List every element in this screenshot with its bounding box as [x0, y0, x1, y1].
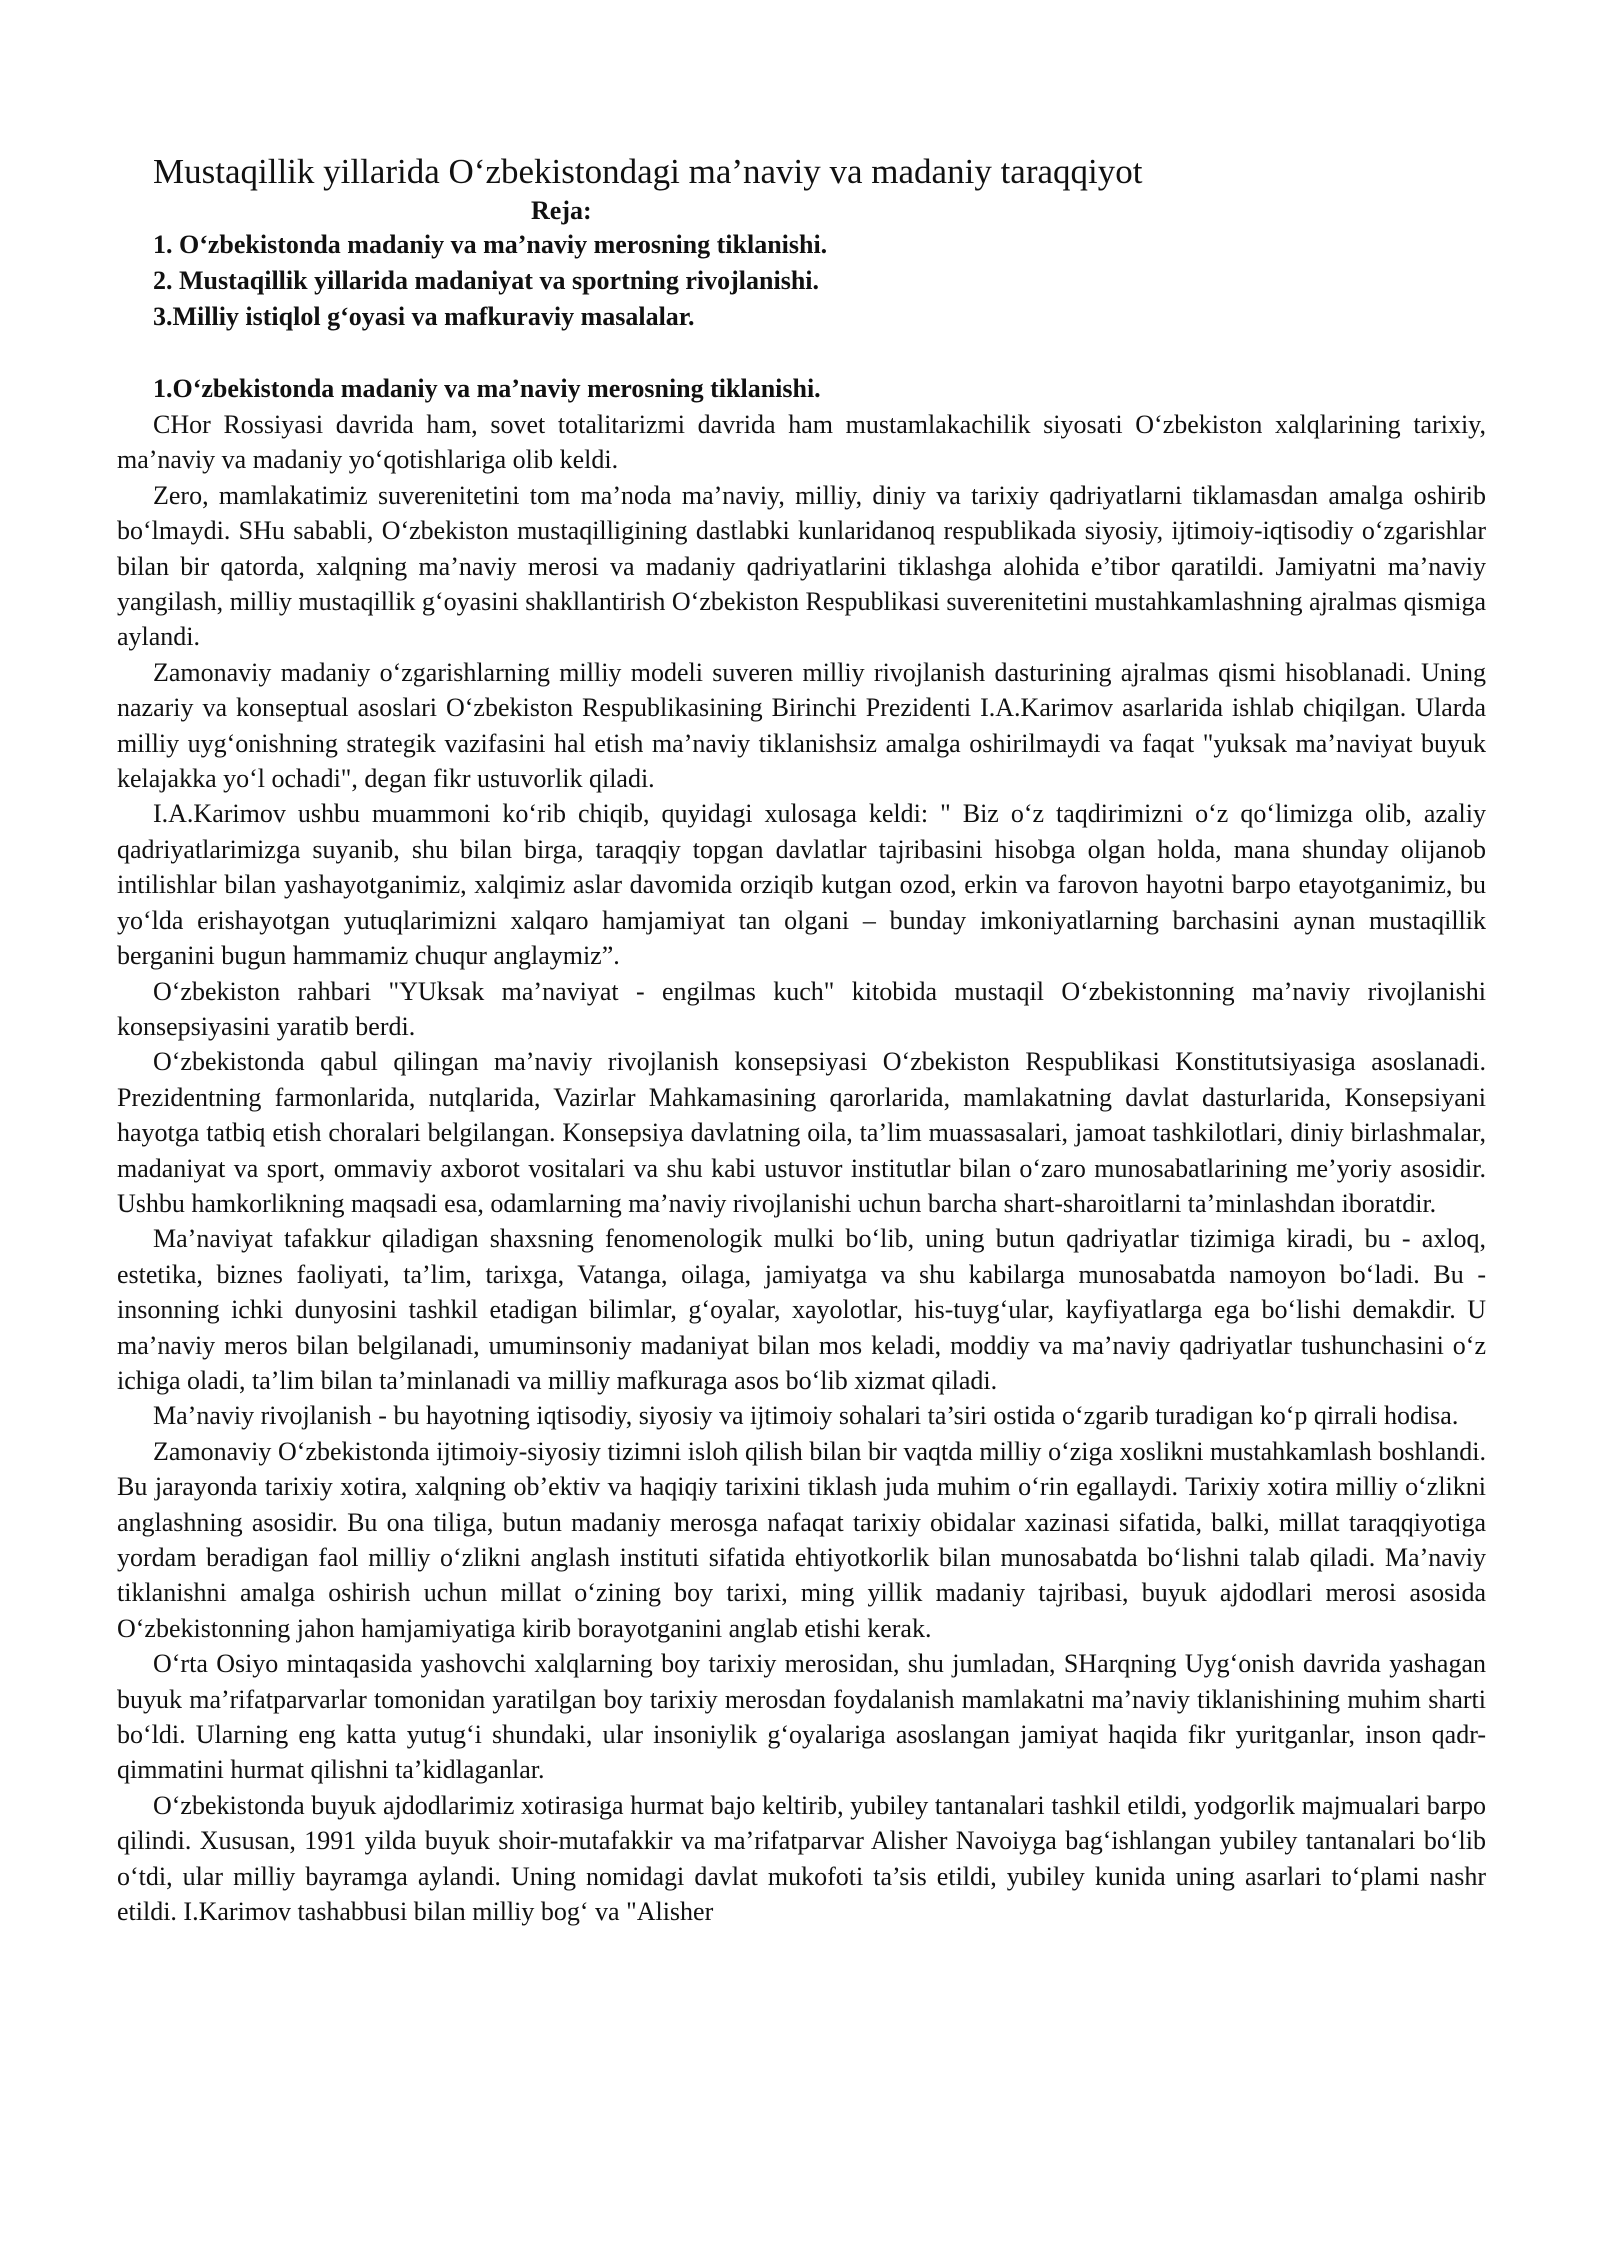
paragraph: O‘rta Osiyo mintaqasida yashovchi xalqlarning boy tarixiy merosidan, shu jumladan, SHarqning Uyg‘onish davrida yashagan buyuk ma’rifatparvarlar tomonidan yaratilgan boy tarixiy merosdan foydalanish mamlakatni ma’naviy tiklanishining muhim sharti bo‘ldi. Ularning eng katta yutug‘i shundaki, ular insoniylik g‘oyalariga asoslangan jamiyat haqida fikr yuritganlar, inson qadr-qimmatini hurmat qilishni ta’kidlaganlar. [117, 1649, 1486, 1785]
paragraph: Ma’naviy rivojlanish - bu hayotning iqtisodiy, siyosiy va ijtimoiy sohalari ta’siri ostida o‘zgarib turadigan ko‘p qirrali hodisa. [153, 1401, 1459, 1431]
paragraph: Ma’naviyat tafakkur qiladigan shaxsning fenomenologik mulki bo‘lib, uning butun qadriyatlar tizimiga kiradi, bu - axloq, estetika, biznes faoliyati, ta’lim, tarixga, Vatanga, oilaga, jamiyatga va shu kabilarga munosabatda namoyon bo‘ladi. Bu - insonning ichki dunyosini tashkil etadigan bilimlar, g‘oyalar, xayolotlar, his-tuyg‘ular, kayfiyatlarga ega bo‘lishi demakdir. U ma’naviy meros bilan belgilanadi, umuminsoniy madaniyat bilan mos keladi, moddiy va ma’naviy qadriyatlar tushunchasini o‘z ichiga oladi, ta’lim bilan ta’minlanadi va milliy mafkuraga asos bo‘lib xizmat qiladi. [117, 1224, 1486, 1395]
paragraph: Zamonaviy madaniy o‘zgarishlarning milliy modeli suveren milliy rivojlanish dasturining ajralmas qismi hisoblanadi. Uning nazariy va konseptual asoslari O‘zbekiston Respublikasining Birinchi Prezidenti I.A.Karimov asarlarida ishlab chiqilgan. Ularda milliy uyg‘onishning strategik vazifasini hal etish ma’naviy tiklanishsiz amalga oshirilmaydi va faqat "yuksak ma’naviyat buyuk kelajakka yo‘l ochadi", degan fikr ustuvorlik qiladi. [117, 657, 1486, 794]
document-title: Mustaqillik yillarida O‘zbekistondagi ma’naviy va madaniy taraqqiyot [153, 152, 1143, 191]
paragraph: O‘zbekiston rahbari "YUksak ma’naviyat - engilmas kuch" kitobida mustaqil O‘zbekistonning ma’naviy rivojlanishi konsepsiyasini yaratib berdi. [117, 976, 1486, 1041]
document-page [117, 150, 1486, 1929]
body-text [117, 407, 1486, 1929]
plan-item-1: 1. O‘zbekistonda madaniy va ma’naviy merosning tiklanishi. [153, 230, 828, 259]
plan-item-2: 2. Mustaqillik yillarida madaniyat va sportning rivojlanishi. [153, 266, 819, 295]
section-heading: 1.O‘zbekistonda madaniy va ma’naviy merosning tiklanishi. [153, 374, 821, 403]
paragraph: CHor Rossiyasi davrida ham, sovet totalitarizmi davrida ham mustamlakachilik siyosati O‘zbekiston xalqlarining tarixiy, ma’naviy va madaniy yo‘qotishlariga olib keldi. [117, 410, 1486, 475]
paragraph: O‘zbekistonda buyuk ajdodlarimiz xotirasiga hurmat bajo keltirib, yubiley tantanalari tashkil etildi, yodgorlik majmualari barpo qilindi. Xususan, 1991 yilda buyuk shoir-mutafakkir va ma’rifatparvar Alisher Navoiyga bag‘ishlangan yubiley tantanalari bo‘lib o‘tdi, ular milliy bayramga aylandi. Uning nomidagi davlat mukofoti ta’sis etildi, yubiley kunida uning asarlari to‘plami nashr etildi. I.Karimov tashabbusi bilan milliy bog‘ va "Alisher [117, 1790, 1486, 1927]
plan-label: Reja: [531, 196, 592, 225]
paragraph: I.A.Karimov ushbu muammoni ko‘rib chiqib, quyidagi xulosaga keldi: " Biz o‘z taqdirimizni o‘z qo‘limizga olib, azaliy qadriyatlarimizga suyanib, shu bilan birga, taraqqiy topgan davlatlar tajribasini hisobga olgan holda, mana shunday olijanob intilishlar bilan yashayotganimiz, xalqimiz aslar davomida orziqib kutgan ozod, erkin va farovon hayotni barpo etayotganimiz, bu yo‘lda erishayotgan yutuqlarimizni xalqaro hamjamiyat tan olgani – bunday imkoniyatlarning barchasini aynan mustaqillik berganini bugun hammamiz chuqur anglaymiz”. [117, 799, 1486, 971]
paragraph: Zamonaviy O‘zbekistonda ijtimoiy-siyosiy tizimni isloh qilish bilan bir vaqtda milliy o‘ziga xoslikni mustahkamlash boshlandi. Bu jarayonda tarixiy xotira, xalqning ob’ektiv va haqiqiy tarixini tiklash juda muhim o‘rin egallaydi. Tarixiy xotira milliy o‘zlikni anglashning asosidir. Bu ona tiliga, butun madaniy merosga nafaqat tarixiy obidalar xazinasi sifatida, balki, millat taraqqiyotiga yordam beradigan faol milliy o‘zlikni anglash instituti sifatida ehtiyotkorlik bilan munosabatda bo‘lishni talab qiladi. Ma’naviy tiklanishni amalga oshirish uchun millat o‘zining boy tarixi, ming yillik madaniy tajribasi, buyuk ajdodlari merosi asosida O‘zbekistonning jahon hamjamiyatiga kirib borayotganini anglab etishi kerak. [117, 1436, 1486, 1643]
paragraph: Zero, mamlakatimiz suverenitetini tom ma’noda ma’naviy, milliy, diniy va tarixiy qadriyatlarni tiklamasdan amalga oshirib bo‘lmaydi. SHu sababli, O‘zbekiston mustaqilligining dastlabki kunlaridanoq respublikada siyosiy, ijtimoiy-iqtisodiy o‘zgarishlar bilan bir qatorda, xalqning ma’naviy merosi va madaniy qadriyatlarini tiklashga alohida e’tibor qaratildi. Jamiyatni ma’naviy yangilash, milliy mustaqillik g‘oyasini shakllantirish O‘zbekiston Respublikasi suverenitetini mustahkamlashning ajralmas qismiga aylandi. [117, 480, 1486, 652]
plan-item-3: 3.Milliy istiqlol g‘oyasi va mafkuraviy masalalar. [153, 302, 695, 331]
paragraph: O‘zbekistonda qabul qilingan ma’naviy rivojlanish konsepsiyasi O‘zbekiston Respublikasi Konstitutsiyasiga asoslanadi. Prezidentning farmonlarida, nutqlarida, Vazirlar Mahkamasining qarorlarida, mamlakatning davlat dasturlarida, Konsepsiyani hayotga tatbiq etish choralari belgilangan. Konsepsiya davlatning oila, ta’lim muassasalari, jamoat tashkilotlari, diniy birlashmalar, madaniyat va sport, ommaviy axborot vositalari va shu kabi ustuvor institutlar bilan o‘zaro munosabatlarining me’yoriy asosidir. Ushbu hamkorlikning maqsadi esa, odamlarning ma’naviy rivojlanishi uchun barcha shart-sharoitlarni ta’minlashdan iboratdir. [117, 1047, 1486, 1218]
plan-list [117, 227, 1486, 335]
